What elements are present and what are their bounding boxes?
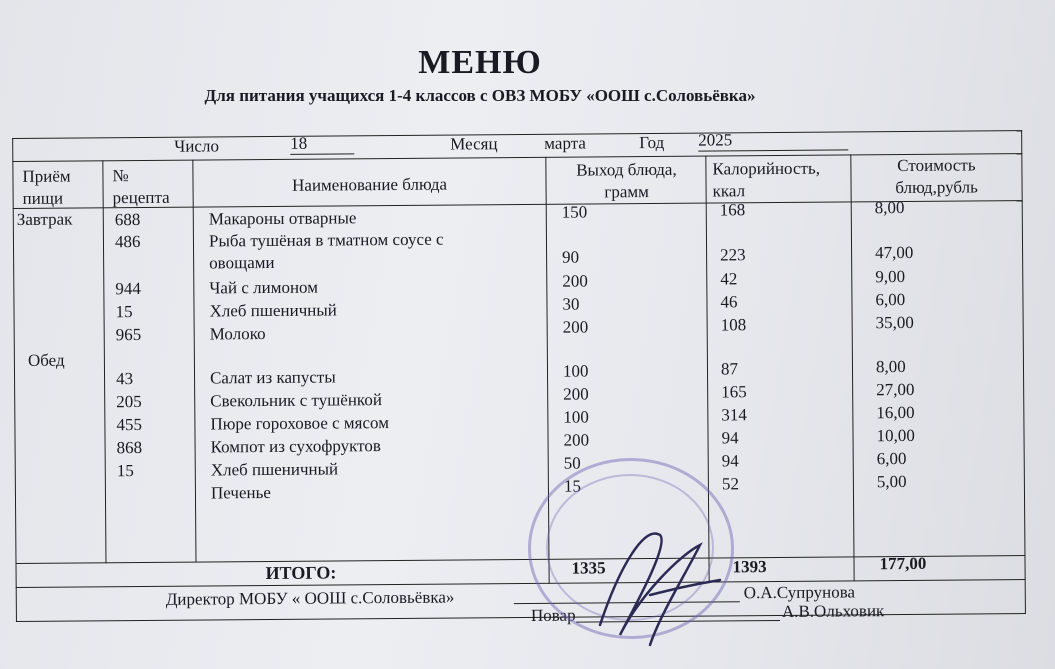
row-cal: 52	[721, 474, 739, 494]
row-yield: 90	[562, 247, 580, 267]
row-cost: 6,00	[875, 289, 906, 310]
row-cal: 168	[719, 200, 746, 220]
row-recipe: 455	[116, 414, 142, 435]
row-yield: 200	[562, 317, 589, 337]
header-yield: Выход блюда, грамм	[576, 159, 677, 202]
menu-table	[12, 110, 1028, 623]
row-yield: 15	[563, 476, 581, 496]
year-value: 2025	[698, 129, 848, 151]
row-cost: 5,00	[876, 471, 907, 492]
total-calories: 1393	[732, 557, 767, 577]
row-yield: 200	[563, 384, 589, 404]
row-recipe: 868	[116, 437, 143, 458]
day-label: Число	[174, 136, 219, 156]
row-yield: 100	[563, 407, 589, 427]
row-name: Хлеб пшеничный	[210, 459, 339, 480]
row-name: Компот из сухофруктов	[210, 436, 381, 457]
row-cost: 8,00	[874, 197, 905, 218]
col-divider-2	[192, 160, 197, 563]
row-cost: 35,00	[875, 312, 914, 333]
col-divider-5	[850, 154, 855, 581]
row-yield: 50	[563, 453, 581, 473]
row-recipe: 965	[115, 324, 142, 345]
page-title: МЕНЮ	[418, 44, 542, 81]
row-yield: 100	[562, 361, 589, 381]
row-cost: 27,00	[876, 379, 915, 400]
row-name: Чай с лимоном	[209, 277, 319, 298]
row-cost: 47,00	[875, 242, 914, 263]
row-cal: 314	[721, 405, 747, 425]
row-cost: 16,00	[876, 402, 915, 423]
total-label: ИТОГО:	[265, 562, 337, 584]
row-cost: 10,00	[876, 425, 915, 446]
header-meal: Приём пищи	[22, 166, 71, 208]
row-recipe: 486	[114, 231, 141, 252]
row-name: Хлеб пшеничный	[209, 300, 337, 321]
meal-lunch: Обед	[27, 350, 65, 370]
handwritten-signature	[590, 505, 730, 655]
row-name: Пюре гороховое с мясом	[210, 413, 390, 434]
row-cost: 6,00	[876, 448, 907, 469]
row-recipe: 205	[116, 391, 142, 412]
row-name: Печенье	[210, 482, 271, 503]
col-divider-1	[102, 160, 107, 563]
year-label: Год	[639, 132, 665, 153]
day-value: 18	[290, 133, 354, 155]
row-cost: 9,00	[875, 266, 906, 287]
row-yield: 150	[561, 202, 588, 222]
page-subtitle: Для питания учащихся 1-4 классов с ОВЗ МОБУ «ООШ с.Соловьёвка»	[204, 86, 756, 105]
row-name: Рыба тушёная в тматном соусе с	[208, 229, 444, 251]
row-name: Салат из капусты	[209, 367, 336, 388]
total-cost: 177,00	[879, 553, 927, 574]
month-label: Месяц	[450, 134, 498, 154]
row-name: Макароны отварные	[208, 208, 357, 229]
row-recipe: 43	[115, 369, 134, 389]
header-recipe: № рецепта	[112, 166, 170, 208]
cook-label: Повар	[530, 605, 576, 625]
row-cal: 46	[720, 292, 738, 312]
row-cal: 42	[720, 269, 738, 289]
director-name: О.А.Супрунова	[743, 582, 856, 603]
row-recipe: 944	[115, 278, 141, 299]
row-cost: 8,00	[875, 356, 906, 377]
meal-breakfast: Завтрак	[16, 209, 73, 229]
row-cal: 223	[720, 245, 746, 265]
row-cal: 94	[721, 451, 739, 471]
row-yield: 200	[562, 271, 588, 291]
row-name: Молоко	[209, 324, 266, 344]
row-name: Свекольник с тушёнкой	[210, 390, 382, 411]
row-yield: 200	[563, 430, 590, 450]
row-cal: 94	[721, 428, 739, 448]
row-yield: 30	[562, 294, 580, 314]
row-recipe: 15	[116, 461, 134, 481]
row-name-continued: овощами	[209, 252, 275, 273]
row-recipe: 15	[115, 302, 133, 322]
cook-name: А.В.Ольховик	[781, 601, 885, 621]
row-cal: 108	[720, 315, 747, 335]
table-border-right	[1021, 130, 1026, 614]
row-recipe: 688	[114, 209, 141, 230]
table-border-top	[12, 130, 1022, 139]
header-calories: Калорийность, ккал	[712, 158, 820, 201]
month-value: марта	[544, 133, 586, 153]
total-yield: 1335	[571, 558, 606, 578]
row-cal: 165	[721, 382, 747, 402]
row-cal: 87	[720, 359, 739, 379]
header-dish-name: Наименование блюда	[292, 174, 448, 195]
body-bottom-divider	[15, 555, 1025, 564]
header-cost: Стоимость блюд,рубль	[895, 155, 978, 198]
director-label: Директор МОБУ « ООШ с.Соловьёвка»	[165, 587, 455, 609]
